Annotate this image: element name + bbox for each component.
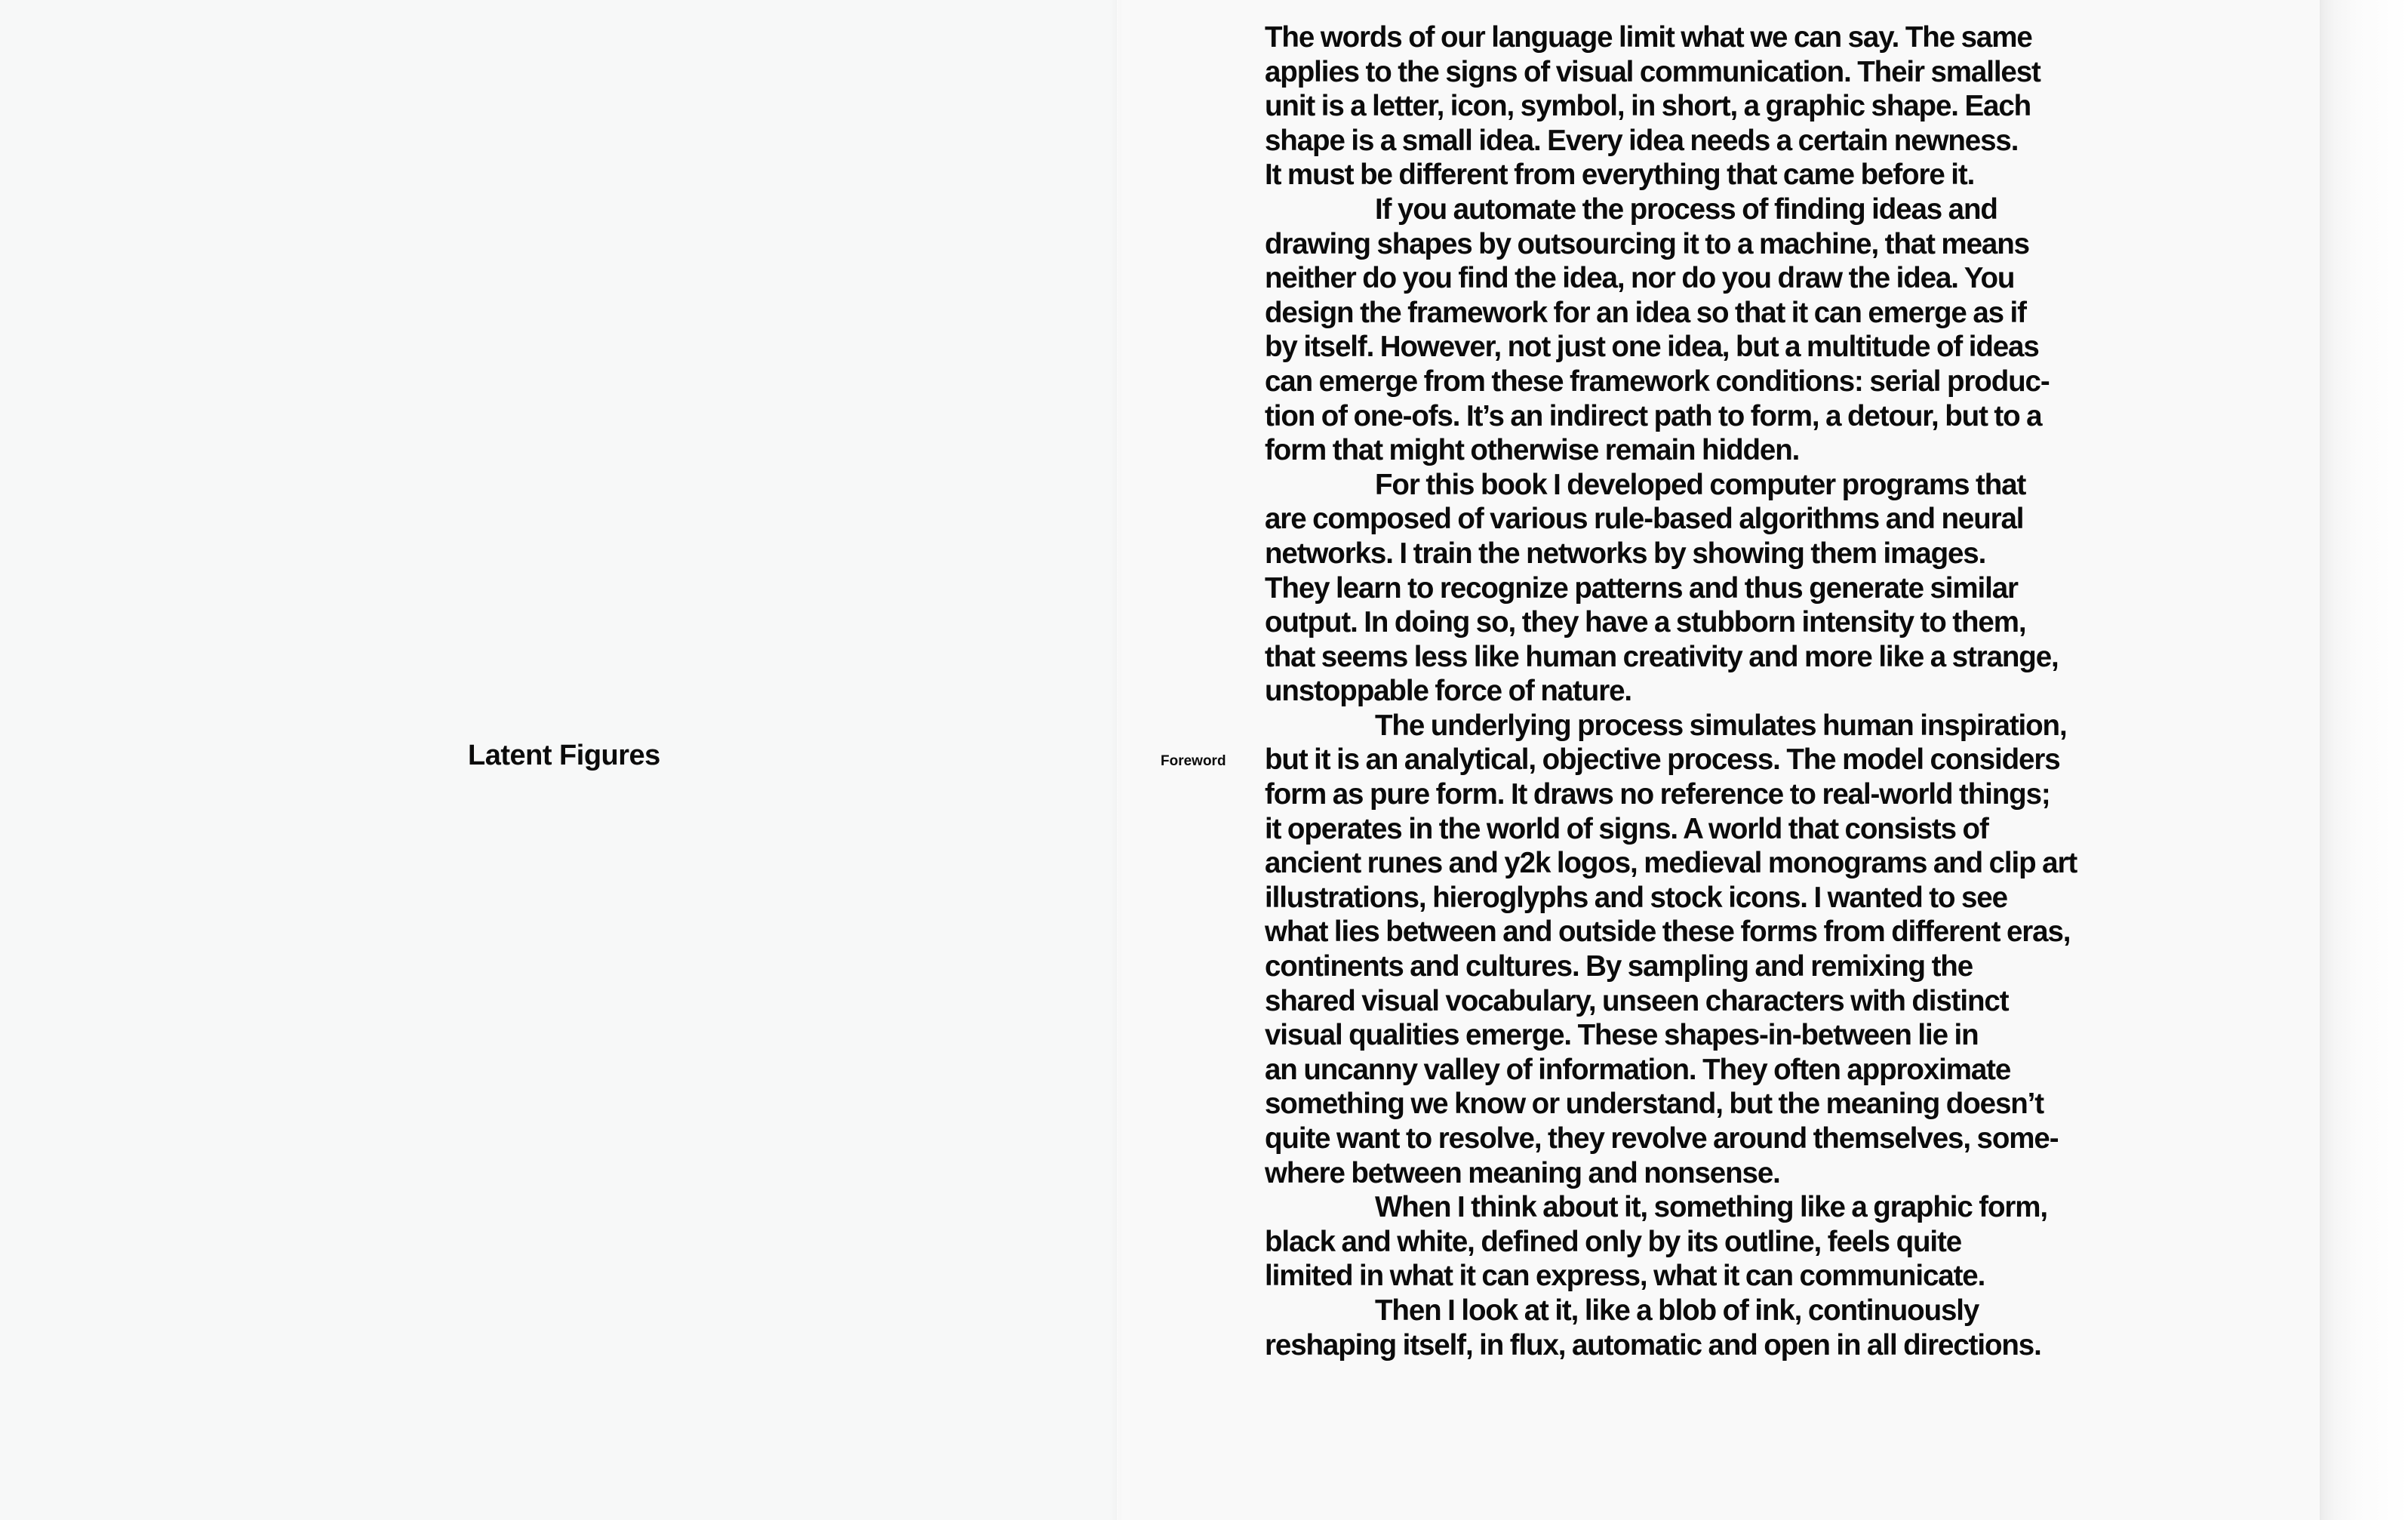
- text-line: The words of our language limit what we can say. The same: [1265, 21, 2032, 54]
- text-line: drawing shapes by outsourcing it to a machine, that means: [1265, 227, 2029, 260]
- text-line: by itself. However, not just one idea, but a multitude of ideas: [1265, 331, 2039, 364]
- text-line: output. In doing so, they have a stubborn intensity to them,: [1265, 606, 2026, 639]
- left-page: [0, 0, 1117, 1520]
- text-line: black and white, defined only by its outline, feels quite: [1265, 1225, 1962, 1258]
- text-line: where between meaning and nonsense.: [1265, 1156, 1780, 1189]
- text-line: visual qualities emerge. These shapes-in-between lie in: [1265, 1019, 1979, 1052]
- text-line: When I think about it, something like a graphic form,: [1375, 1191, 2047, 1224]
- text-line: networks. I train the networks by showing them images.: [1265, 537, 1986, 570]
- text-line: can emerge from these framework conditions: serial produc-: [1265, 365, 2050, 398]
- book-title: Latent Figures: [468, 740, 660, 771]
- text-line: design the framework for an idea so that it can emerge as if: [1265, 296, 2026, 329]
- text-line: unstoppable force of nature.: [1265, 675, 1631, 708]
- text-line: limited in what it can express, what it can communicate.: [1265, 1260, 1985, 1293]
- text-line: that seems less like human creativity and more like a strange,: [1265, 640, 2059, 673]
- text-line: The underlying process simulates human inspiration,: [1375, 709, 2067, 742]
- text-line: ancient runes and y2k logos, medieval monograms and clip art: [1265, 847, 2077, 880]
- text-line: an uncanny valley of information. They often approximate: [1265, 1053, 2011, 1086]
- section-label: Foreword: [1161, 753, 1226, 769]
- text-line: illustrations, hieroglyphs and stock icons. I wanted to see: [1265, 881, 2007, 914]
- text-line: It must be different from everything that came before it.: [1265, 158, 1975, 192]
- text-line: shared visual vocabulary, unseen characters with distinct: [1265, 984, 2009, 1017]
- text-line: shape is a small idea. Every idea needs a certain newness.: [1265, 124, 2019, 157]
- foreword-text: [1265, 20, 2133, 1362]
- text-line: tion of one-ofs. It’s an indirect path to form, a detour, but to a: [1265, 399, 2042, 432]
- text-line: unit is a letter, icon, symbol, in short, a graphic shape. Each: [1265, 90, 2031, 123]
- text-line: reshaping itself, in flux, automatic and open in all directions.: [1265, 1328, 2041, 1362]
- text-line: form that might otherwise remain hidden.: [1265, 434, 1800, 467]
- page-edge-shadow: [2320, 0, 2408, 1520]
- text-line: are composed of various rule-based algorithms and neural: [1265, 503, 2024, 536]
- text-line: applies to the signs of visual communication. Their smallest: [1265, 55, 2040, 88]
- text-line: For this book I developed computer programs that: [1375, 468, 2026, 501]
- text-line: neither do you find the idea, nor do you draw the idea. You: [1265, 262, 2015, 295]
- text-line: continents and cultures. By sampling and remixing the: [1265, 950, 1973, 983]
- text-line: something we know or understand, but the meaning doesn’t: [1265, 1088, 2044, 1121]
- text-line: Then I look at it, like a blob of ink, continuously: [1375, 1294, 1979, 1327]
- text-line: but it is an analytical, objective process. The model considers: [1265, 743, 2060, 777]
- text-line: They learn to recognize patterns and thus generate similar: [1265, 571, 2018, 605]
- text-line: quite want to resolve, they revolve around themselves, some-: [1265, 1122, 2059, 1155]
- text-line: If you automate the process of finding ideas and: [1375, 192, 1997, 226]
- text-line: what lies between and outside these forms from different eras,: [1265, 915, 2071, 949]
- text-line: it operates in the world of signs. A world that consists of: [1265, 812, 1988, 845]
- text-line: form as pure form. It draws no reference to real-world things;: [1265, 778, 2050, 811]
